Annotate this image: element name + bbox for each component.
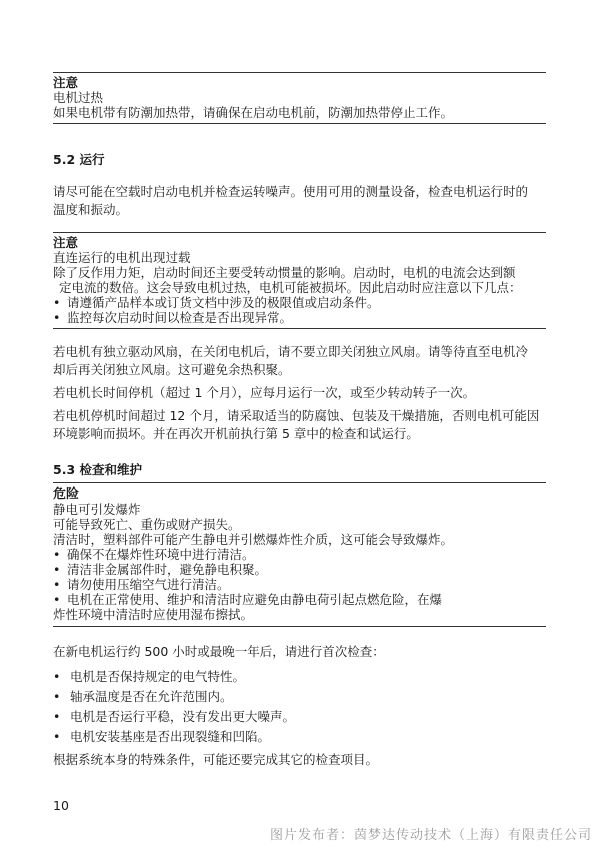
list-item: • 请勿使用压缩空气进行清洁。 (53, 577, 546, 592)
list-item: • 确保不在爆炸性环境中进行清洁。 (53, 547, 546, 562)
paragraph-first-inspection: 在新电机运行约 500 小时或最晚一年后，请进行首次检查： (53, 644, 385, 659)
list-item: • 清洁非金属部件时，避免静电积聚。 (53, 562, 546, 577)
paragraph-long-standstill: 若电机停机时间超过 12 个月，请采取适当的防腐蚀、包装及干燥措施，否则电机可能因 环境影响而损坏。并在再次开机前执行第 5 章中的检查和试运行。 (53, 408, 540, 441)
paragraph-additional-checks: 根据系统本身的特殊条件，可能还要完成其它的检查项目。 (53, 752, 379, 767)
notice-title: 电机过热 (53, 90, 104, 105)
page-number: 10 (53, 798, 69, 813)
list-item: • 请遵循产品样本或订货文档中涉及的极限值或启动条件。 (53, 295, 546, 310)
notice-box-overload: 注意 直连运行的电机出现过载 除了反作用力矩，启动时间还主要受转动惯量的影响。启动时，电机的电流会达到额 定电流的数倍。这会导致电机过热，电机可能被损坏。因此启动时应注意以下几点： • 请遵循产品样本或订货文档中涉及的极限值或启动条件。 • 监控每次启动时间以检查是否出现异常。 (53, 232, 546, 329)
publisher-watermark: 图片发布者：茵梦达传动技术（上海）有限责任公司 (269, 828, 592, 843)
danger-box-static: 危险 静电可引发爆炸 可能导致死亡、重伤或财产损失。 清洁时，塑料部件可能产生静电并引燃爆炸性介质，这可能会导致爆炸。 • 确保不在爆炸性环境中进行清洁。 • 清洁非金属部件时，避免静电积聚。 • 请勿使用压缩空气进行清洁。 • 电机在正常使用、维护和清洁时应避免由静电荷引起点燃危险，在爆 炸性环境中清洁时应使用湿布擦拭。 (53, 482, 546, 627)
paragraph-fan: 若电机有独立驱动风扇，在关闭电机后，请不要立即关闭独立风扇。请等待直至电机冷 却后再关闭独立风扇。这可避免余热积聚。 (53, 344, 529, 377)
notice-heading: 注意 (53, 235, 79, 250)
notice-heading: 注意 (53, 75, 79, 90)
notice-box-overheat (53, 72, 546, 124)
paragraph-standstill: 若电机长时间停机（超过 1 个月），应每月运行一次，或至少转动转子一次。 (53, 385, 476, 400)
list-item: • 监控每次启动时间以检查是否出现异常。 (53, 310, 546, 325)
section-heading-5-3: 5.3 检查和维护 (53, 462, 142, 477)
list-item: • 电机在正常使用、维护和清洁时应避免由静电荷引起点燃危险，在爆 (53, 592, 546, 607)
inspection-checklist (53, 667, 295, 747)
danger-heading: 危险 (53, 487, 80, 502)
list-item: • 电机是否保持规定的电气特性。 (53, 667, 295, 687)
danger-title: 静电可引发爆炸 (53, 502, 141, 517)
list-item: • 电机是否运行平稳，没有发出更大噪声。 (53, 707, 295, 727)
list-item: • 电机安装基座是否出现裂缝和凹陷。 (53, 727, 295, 747)
notice-text: 如果电机带有防潮加热带，请确保在启动电机前，防潮加热带停止工作。 (53, 105, 454, 120)
paragraph-intro: 请尽可能在空载时启动电机并检查运转噪声。使用可用的测量设备，检查电机运行时的 温度和振动。 (53, 184, 529, 217)
notice-title: 直连运行的电机出现过载 (53, 250, 191, 265)
section-heading-5-2: 5.2 运行 (53, 152, 105, 167)
list-item: • 轴承温度是否在允许范围内。 (53, 687, 295, 707)
